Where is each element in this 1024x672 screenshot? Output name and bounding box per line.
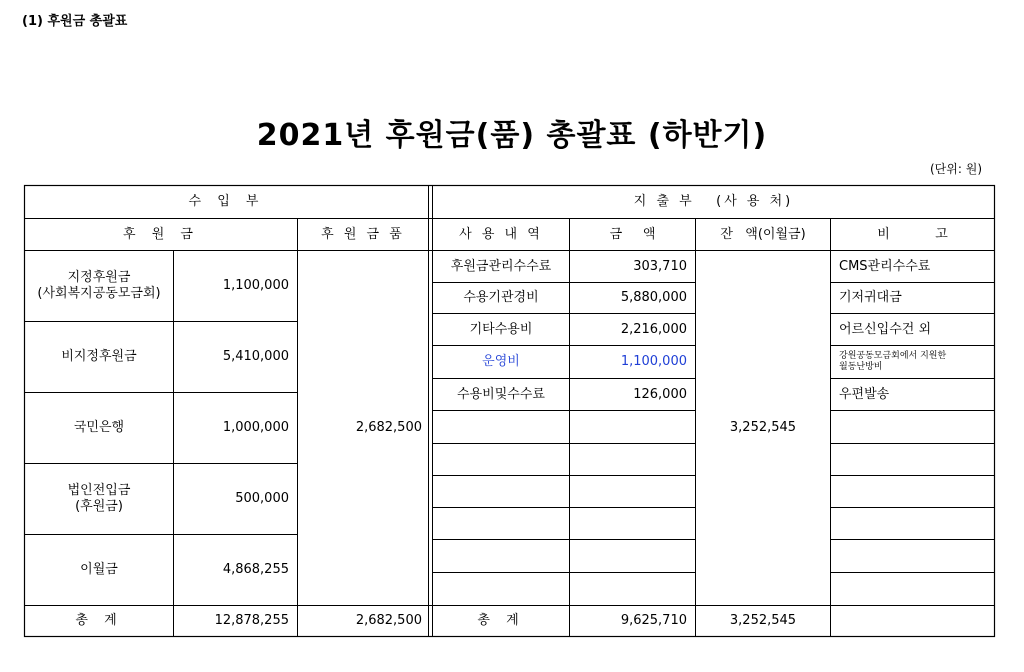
expense-total-label: 총 계 (477, 613, 525, 628)
col-usage-header: 사 용 내 역 (459, 226, 543, 242)
expense-balance-amount: 3,252,545 (729, 420, 797, 435)
income-source-3: 국민은행 (73, 420, 125, 435)
income-total-label: 총 계 (75, 613, 123, 628)
income-source-1: 지정후원금 (사회복지공동모금회) (37, 270, 161, 301)
expense-note-1: CMS관리수수료 (839, 258, 931, 274)
expense-amount-4: 1,100,000 (620, 354, 687, 369)
col-note-header: 비 고 (877, 226, 948, 242)
income-source-5: 이월금 (80, 562, 118, 577)
income-source-2: 비지정후원금 (61, 349, 137, 364)
expense-amount-2: 5,880,000 (620, 290, 687, 305)
expense-usage-5: 수용비및수수료 (457, 386, 545, 402)
expense-note-5: 우편발송 (839, 386, 890, 402)
section-title: (1) 후원금 총괄표 (22, 14, 128, 29)
col-amount-header: 금 액 (609, 226, 656, 242)
expense-total-balance: 3,252,545 (729, 613, 797, 628)
unit-label: (단위: 원) (930, 162, 982, 176)
expense-amount-3: 2,216,000 (620, 321, 687, 337)
expense-amount-5: 126,000 (633, 386, 687, 402)
income-goods-amount: 2,682,500 (355, 420, 422, 435)
expense-total-amount: 9,625,710 (620, 613, 687, 628)
expense-usage-4: 운영비 (482, 354, 520, 369)
expense-note-3: 어르신입수건 외 (839, 321, 932, 337)
expense-note-2: 기저귀대금 (839, 290, 902, 305)
expense-header: 지 출 부 (사 용 처) (633, 194, 794, 209)
expense-usage-3: 기타수용비 (469, 321, 533, 337)
income-amount-5: 4,868,255 (222, 562, 289, 577)
col-goods-header: 후 원 금 품 (321, 226, 405, 242)
income-source-4: 법인전입금 (후원금) (67, 483, 131, 514)
income-total-goods: 2,682,500 (355, 613, 422, 628)
expense-note-4: 강원공동모금회에서 지원한 월동난방비 (839, 351, 947, 372)
income-amount-2: 5,410,000 (222, 349, 289, 364)
col-source-header: 후 원 금 (123, 226, 199, 242)
expense-amount-1: 303,710 (633, 258, 687, 274)
income-amount-4: 500,000 (235, 491, 289, 506)
page-title: 2021년 후원금(품) 총괄표 (하반기) (256, 118, 768, 153)
income-amount-1: 1,100,000 (222, 278, 289, 293)
income-total-amount: 12,878,255 (214, 613, 289, 628)
income-amount-3: 1,000,000 (222, 420, 289, 435)
income-header: 수 입 부 (188, 194, 265, 209)
expense-usage-1: 후원금관리수수료 (450, 258, 552, 274)
expense-usage-2: 수용기관경비 (463, 290, 539, 305)
col-balance-header: 잔 액(이월금) (720, 226, 806, 242)
